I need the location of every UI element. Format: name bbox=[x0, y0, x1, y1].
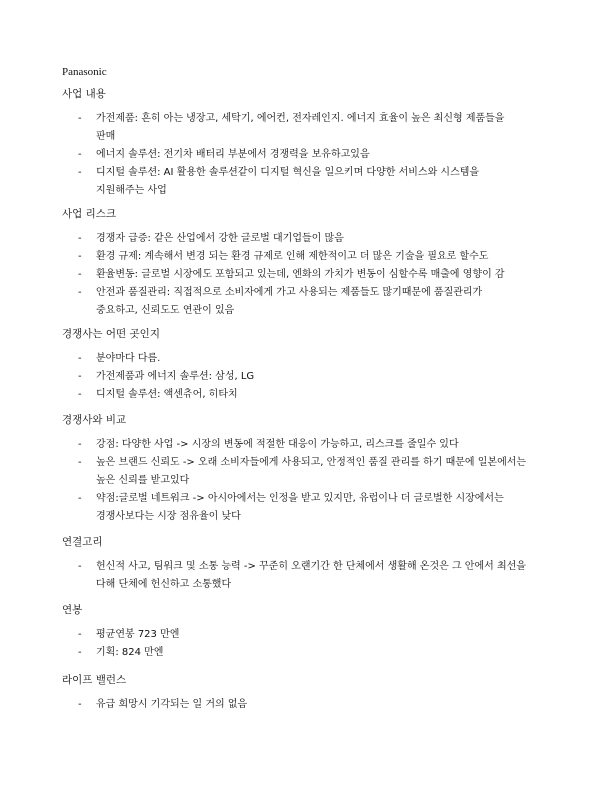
list-item: 디지털 솔루션: AI 활용한 솔루션같이 디지털 혁신을 일으키며 다양한 서비스와 시스템을 지원해주는 사업 bbox=[96, 167, 480, 196]
section-heading-connection: 연결고리 bbox=[62, 536, 103, 548]
bullet-dash: - bbox=[78, 269, 82, 280]
bullet-dash: - bbox=[78, 439, 82, 450]
list-item: 가전제품과 에너지 솔루션: 삼성, LG bbox=[96, 371, 255, 382]
bullet-dash: - bbox=[78, 149, 82, 160]
bullet-dash: - bbox=[78, 699, 82, 710]
list-item: 약점:글로벌 네트워크 -> 아시아에서는 인정을 받고 있지만, 유럽이나 더 글로벌한 시장에서는 경쟁사보다는 시장 점유율이 낮다 bbox=[96, 493, 504, 522]
list-item: 높은 브랜드 신뢰도 -> 오래 소비자들에게 사용되고, 안정적인 품질 관리를 하기 때문에 일본에서는 높은 신뢰를 받고있다 bbox=[96, 457, 527, 486]
list-item: 환경 규제: 계속해서 변경 되는 환경 규제로 인해 제한적이고 더 많은 기술을 필요로 할수도 bbox=[96, 251, 489, 262]
bullet-dash: - bbox=[78, 167, 82, 178]
list-item: 경쟁자 급증: 같은 산업에서 강한 글로벌 대기업들이 많음 bbox=[96, 233, 344, 244]
list-item: 강점: 다양한 사업 -> 시장의 변동에 적절한 대응이 가능하고, 리스크를 줄일수 있다 bbox=[96, 439, 459, 450]
list-item: 기획: 824 만엔 bbox=[96, 647, 164, 658]
list-item: 디지털 솔루션: 액센츄어, 히타치 bbox=[96, 389, 238, 400]
bullet-dash: - bbox=[78, 561, 82, 572]
bullet-dash: - bbox=[78, 113, 82, 124]
bullet-dash: - bbox=[78, 251, 82, 262]
list-item: 유급 희망시 기각되는 일 거의 없음 bbox=[96, 699, 248, 710]
bullet-dash: - bbox=[78, 647, 82, 658]
section-heading-competitors: 경쟁사는 어떤 곳인지 bbox=[62, 328, 160, 340]
bullet-dash: - bbox=[78, 457, 82, 468]
bullet-dash: - bbox=[78, 629, 82, 640]
list-item: 에너지 솔루션: 전기차 배터리 부분에서 경쟁력을 보유하고있음 bbox=[96, 149, 370, 160]
bullet-dash: - bbox=[78, 353, 82, 364]
section-heading-risk: 사업 리스크 bbox=[62, 208, 117, 220]
bullet-dash: - bbox=[78, 371, 82, 382]
section-heading-life-balance: 라이프 밸런스 bbox=[62, 674, 127, 686]
section-heading-business: 사업 내용 bbox=[62, 88, 106, 100]
bullet-dash: - bbox=[78, 287, 82, 298]
section-heading-comparison: 경쟁사와 비교 bbox=[62, 414, 127, 426]
list-item: 환율변동: 글로벌 시장에도 포함되고 있는데, 엔화의 가치가 변동이 심할수록 매출에 영향이 감 bbox=[96, 269, 505, 280]
list-item: 안전과 품질관리: 직접적으로 소비자에게 가고 사용되는 제품들도 많기때문에 품질관리가 중요하고, 신뢰도도 연관이 있음 bbox=[96, 287, 483, 316]
bullet-dash: - bbox=[78, 389, 82, 400]
list-item: 분야마다 다름. bbox=[96, 353, 161, 364]
document-title: Panasonic bbox=[62, 66, 107, 78]
list-item: 헌신적 사고, 팀워크 및 소통 능력 -> 꾸준히 오랜기간 한 단체에서 생활해 온것은 그 안에서 최선을 다해 단체에 헌신하고 소통했다 bbox=[96, 561, 526, 590]
section-heading-salary: 연봉 bbox=[62, 604, 83, 616]
bullet-dash: - bbox=[78, 493, 82, 504]
bullet-dash: - bbox=[78, 233, 82, 244]
list-item: 평균연봉 723 만엔 bbox=[96, 629, 180, 640]
list-item: 가전제품: 흔히 아는 냉장고, 세탁기, 에어컨, 전자레인지. 에너지 효율이 높은 최신형 제품들을 판매 bbox=[96, 113, 505, 142]
